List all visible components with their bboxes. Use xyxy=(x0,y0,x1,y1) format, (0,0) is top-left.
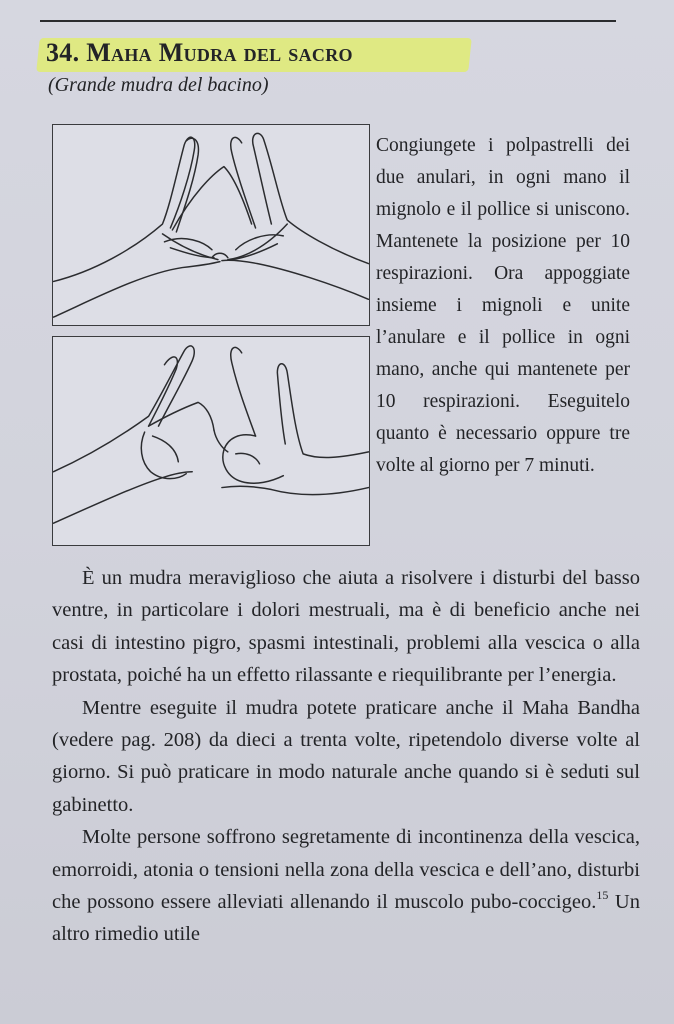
paragraph-maha-bandha: Mentre eseguite il mudra potete praticare anche il Maha Bandha (vedere pag. 208) da dieci a trenta volte, ripetendolo diverse volte al giorno. Si può praticare in modo naturale anche quando si è seduti sul gabinetto. xyxy=(52,696,640,816)
hand-mudra-illustration-2 xyxy=(52,336,370,546)
paragraph-incontinence xyxy=(52,821,640,951)
body-text xyxy=(52,562,640,951)
hand-mudra-illustration-1 xyxy=(52,124,370,326)
paragraph-incontinence-continuation: Un altro rimedio utile xyxy=(52,891,640,946)
top-rule xyxy=(40,20,616,22)
paragraph-incontinence-text: Molte persone soffrono segretamente di incontinenza della vescica, emorroidi, atonia o tensioni nella zona della vescica e dell’ano, disturbi che possono essere alleviati allenando il muscolo pubo-coccigeo. xyxy=(52,826,640,914)
chapter-title: 34. Maha Mudra del sacro xyxy=(46,38,353,67)
footnote-reference: 15 xyxy=(596,888,609,903)
paragraph-benefits: È un mudra meraviglioso che aiuta a risolvere i disturbi del basso ventre, in particolare i dolori mestruali, ma è di beneficio anche nei casi di intestino pigro, spasmi intestinali, problemi alla vescica o alla prostata, poiché ha un effetto rilassante e riequilibrante per l’energia. xyxy=(52,567,640,687)
chapter-subtitle: (Grande mudra del bacino) xyxy=(48,74,269,96)
instructions-text: Congiungete i polpastrelli dei due anulari, in ogni mano il mignolo e il pollice si uniscono. Mantenete la posizione per 10 respirazioni. Ora appoggiate insieme i mignoli e unite l’anulare e il pollice in ogni mano, anche qui mantenete per 10 respirazioni. Eseguitelo quanto è necessario oppure tre volte al giorno per 7 minuti. xyxy=(376,135,630,476)
